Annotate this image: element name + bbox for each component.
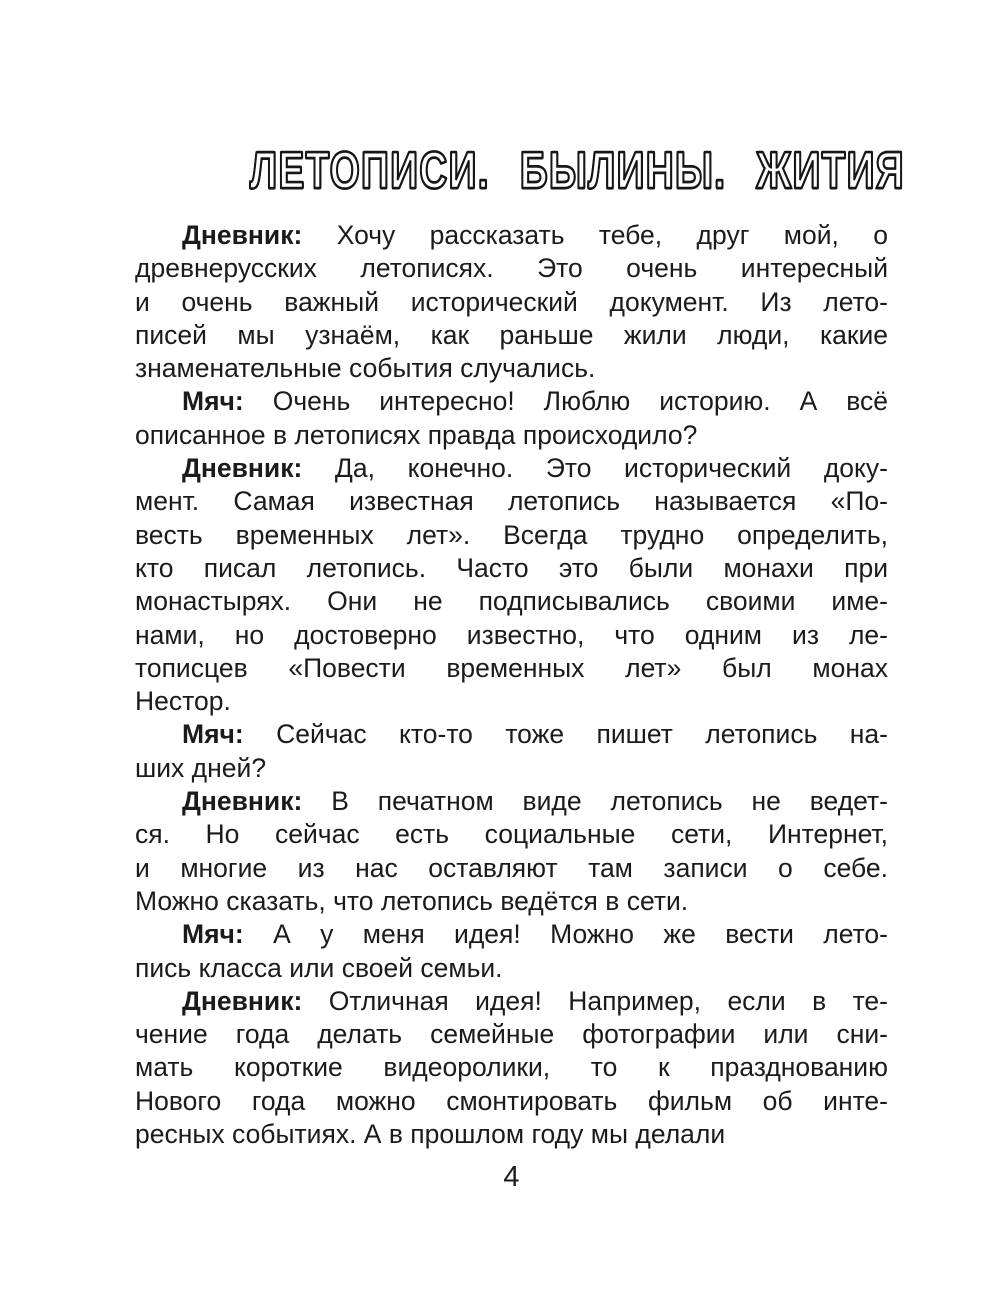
text-line: ресных событиях. А в прошлом году мы делали [135,1119,726,1150]
text-line: Дневник: Хочу рассказать тебе, друг мой, о [182,220,888,250]
dialogue-paragraph [135,918,888,985]
speaker-label: Дневник: [182,453,303,484]
text-line: ших дней? [135,752,267,783]
text-line: Мяч: Сейчас кто-то тоже пишет летопись на- [182,719,888,750]
dialogue-paragraph [135,219,888,385]
dialogue-paragraph [135,385,888,452]
text-line: и очень важный исторический документ. Из лето- [135,286,888,317]
dialogue-paragraph [135,985,888,1151]
speaker-label: Дневник: [182,786,303,817]
text-line: Дневник: В печатном виде летопись не ведет- [182,786,888,817]
text-line: тописцев «Повести временных лет» был монах [135,652,888,683]
page-title-container [135,142,905,200]
speaker-label: Мяч: [182,386,244,417]
dialogue-paragraph [135,452,888,718]
dialogue-paragraph [135,785,888,918]
dialogue-text [135,219,888,1151]
speaker-label: Мяч: [182,719,244,750]
text-line: мент. Самая известная летопись называется «По- [135,486,888,517]
dialogue-paragraph [135,718,888,785]
text-line: ся. Но сейчас есть социальные сети, Интернет, [135,819,888,850]
speaker-label: Дневник: [182,220,303,250]
text-line: и многие из нас оставляют там записи о себе. [135,852,888,883]
text-line: Можно сказать, что летопись ведётся в сети. [135,885,689,916]
text-line: Нового года можно смонтировать фильм об инте- [135,1085,888,1116]
text-line: Дневник: Да, конечно. Это исторический доку- [182,453,888,484]
speaker-label: Дневник: [182,985,303,1016]
page-number: 4 [503,1161,520,1193]
text-line: описанное в летописях правда происходило? [135,419,698,450]
text-line: чение года делать семейные фотографии или сни- [135,1019,888,1050]
text-line: нами, но достоверно известно, что одним из ле- [135,619,888,650]
text-line: Нестор. [135,686,231,717]
text-line: мать короткие видеоролики, то к празднованию [135,1052,888,1083]
text-line: знаменательные события случались. [135,353,596,384]
text-line: весть временных лет». Всегда трудно определить, [135,519,888,550]
text-line: пись класса или своей семьи. [135,952,503,983]
text-line: Дневник: Отличная идея! Например, если в те- [182,985,888,1016]
text-line: писей мы узнаём, как раньше жили люди, какие [135,319,888,350]
speaker-label: Мяч: [182,919,244,950]
page-title: ЛЕТОПИСИ. БЫЛИНЫ. ЖИТИЯ [250,142,905,200]
text-line: монастырях. Они не подписывались своими име- [135,586,888,617]
text-line: Мяч: Очень интересно! Люблю историю. А всё [182,386,888,417]
text-line: древнерусских летописях. Это очень интересный [135,253,888,284]
text-line: Мяч: А у меня идея! Можно же вести лето- [182,919,888,950]
text-line: кто писал летопись. Часто это были монахи при [135,552,888,583]
